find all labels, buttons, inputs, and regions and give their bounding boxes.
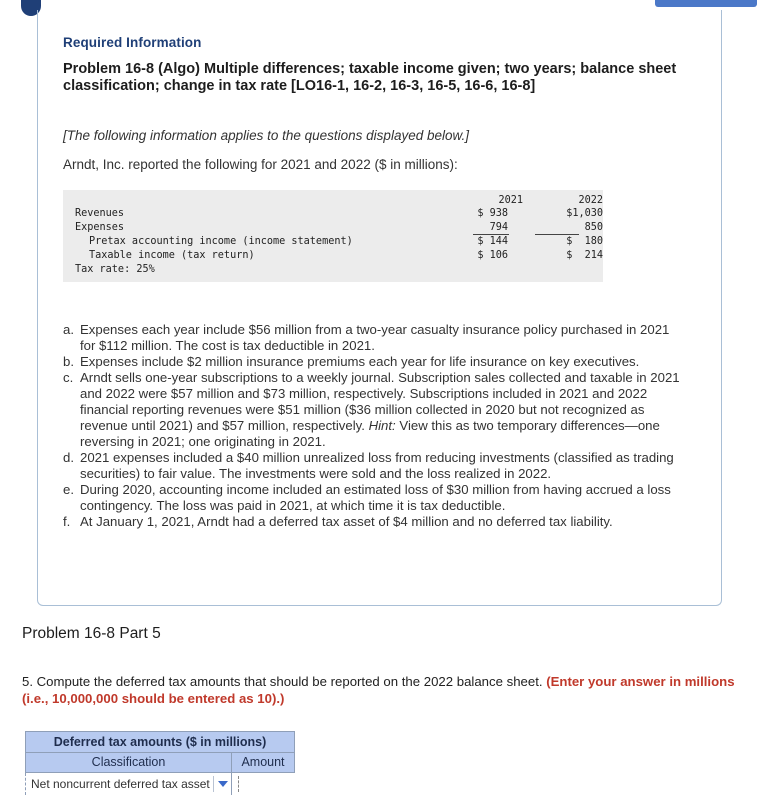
list-item bbox=[63, 354, 681, 370]
row-revenues-label: Revenues bbox=[75, 208, 125, 219]
item-text: During 2020, accounting income included an estimated loss of $30 million from having accrued a loss contingency. The loss was paid in 2021, at which time it is tax deductible. bbox=[80, 482, 671, 513]
list-item bbox=[63, 482, 681, 514]
row-taxable-2021: $ 106 bbox=[477, 250, 508, 261]
item-text: Expenses each year include $56 million from a two-year casualty insurance policy purchased in 2021 for $112 million. The cost is tax deductible in 2021. bbox=[80, 322, 670, 353]
item-text: At January 1, 2021, Arndt had a deferred tax asset of $4 million and no deferred tax liability. bbox=[80, 514, 613, 529]
hint-label: Hint: bbox=[368, 418, 396, 433]
underline-2022 bbox=[535, 234, 579, 235]
list-item bbox=[63, 514, 681, 530]
intro-text: Arndt, Inc. reported the following for 2021 and 2022 ($ in millions): bbox=[63, 157, 458, 172]
row-pretax-2021: $ 144 bbox=[477, 236, 508, 247]
row-pretax-2022: $ 180 bbox=[566, 236, 603, 247]
row-taxable-2022: $ 214 bbox=[566, 250, 603, 261]
item-text: 2021 expenses included a $40 million unrealized loss from reducing investments (classified as trading securities) to fair value. The investments were sold and the loss realized in 2022. bbox=[80, 450, 674, 481]
item-label: f. bbox=[63, 514, 71, 529]
row-expenses-2021: 794 bbox=[489, 222, 508, 233]
required-info-heading: Required Information bbox=[63, 35, 202, 50]
answer-table bbox=[25, 731, 295, 795]
tax-rate: Tax rate: 25% bbox=[75, 264, 155, 275]
underline-2021 bbox=[473, 234, 509, 235]
amount-cell bbox=[232, 773, 295, 795]
chevron-down-icon bbox=[218, 781, 228, 787]
classification-selected-value: Net noncurrent deferred tax asset bbox=[31, 777, 210, 791]
question-body: 5. Compute the deferred tax amounts that should be reported on the 2022 balance sheet. bbox=[22, 674, 543, 689]
hint-text: View this as two temporary differences—one reversing in 2021; one originating in 2021. bbox=[80, 418, 660, 449]
row-pretax-label: Pretax accounting income (income statement) bbox=[89, 236, 353, 247]
list-item bbox=[63, 450, 681, 482]
table-row bbox=[25, 773, 295, 795]
top-nav-tab[interactable] bbox=[655, 0, 757, 7]
answer-table-header-row bbox=[25, 753, 295, 773]
problem-title: Problem 16-8 (Algo) Multiple differences; taxable income given; two years; balance sheet classification; change in tax rate [LO16-1, 16-2, 16-3, 16-5, 16-6, 16-8] bbox=[63, 61, 677, 94]
classification-select[interactable] bbox=[26, 773, 232, 795]
applies-note: [The following information applies to the questions displayed below.] bbox=[63, 128, 469, 143]
answer-table-title: Deferred tax amounts ($ in millions) bbox=[25, 731, 295, 753]
col-amount-header: Amount bbox=[241, 755, 285, 769]
facts-list bbox=[63, 322, 681, 530]
dropdown-toggle[interactable] bbox=[213, 776, 231, 792]
part-title: Problem 16-8 Part 5 bbox=[22, 625, 161, 642]
question-text bbox=[22, 673, 752, 707]
list-item bbox=[63, 322, 681, 354]
item-label: e. bbox=[63, 482, 74, 497]
row-revenues-2021: $ 938 bbox=[477, 208, 508, 219]
row-taxable-label: Taxable income (tax return) bbox=[89, 250, 255, 261]
col-classification-header: Classification bbox=[26, 753, 232, 772]
row-expenses-label: Expenses bbox=[75, 222, 125, 233]
row-expenses-2022: 850 bbox=[584, 222, 603, 233]
item-label: c. bbox=[63, 370, 74, 385]
item-label: d. bbox=[63, 450, 74, 465]
item-label: a. bbox=[63, 322, 74, 337]
question-instruction: (Enter your answer in millions (i.e., 10,000,000 should be entered as 10).) bbox=[22, 674, 735, 706]
item-label: b. bbox=[63, 354, 74, 369]
year-2021-header: 2021 bbox=[498, 195, 523, 206]
amount-input[interactable] bbox=[238, 776, 293, 792]
list-item bbox=[63, 370, 681, 450]
item-text: Arndt sells one-year subscriptions to a weekly journal. Subscription sales collected and taxable in 2021 and 2022 were $57 million and $73 million, respectively. Subscriptions included in 2021 and 2022 financial reporting revenues were $51 million ($36 million collected in 2020 but not recognized as revenue until 2021) and $57 million, respectively. bbox=[80, 370, 680, 433]
financial-data-block bbox=[63, 190, 603, 282]
year-2022-header: 2022 bbox=[578, 195, 603, 206]
row-revenues-2022: $1,030 bbox=[566, 208, 603, 219]
item-text: Expenses include $2 million insurance premiums each year for life insurance on key executives. bbox=[80, 354, 640, 369]
